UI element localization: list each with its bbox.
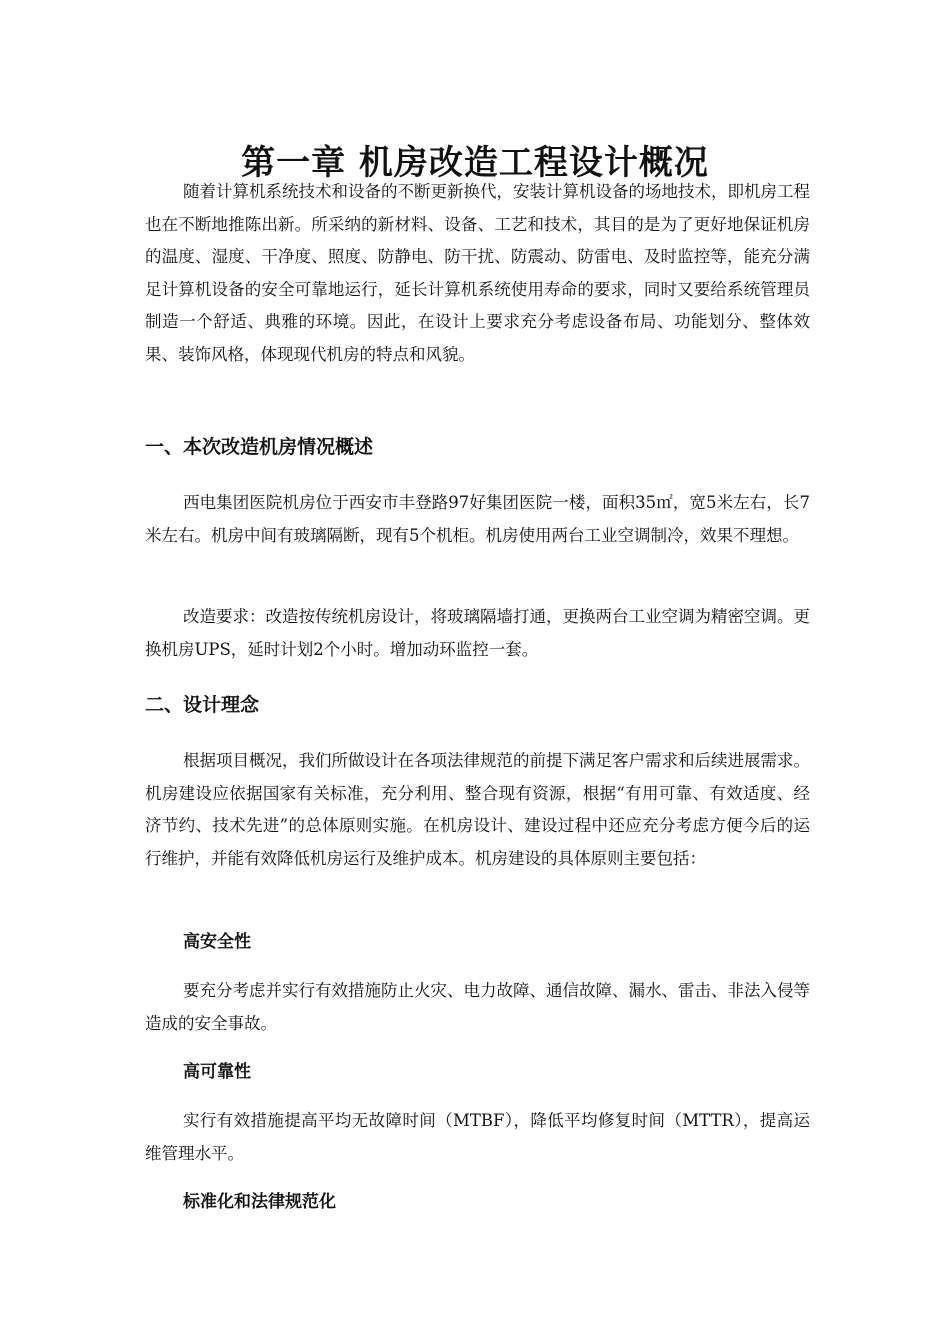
principle-heading-reliability: 高可靠性 [183, 1062, 251, 1082]
renovation-requirements-paragraph: 改造要求：改造按传统机房设计，将玻璃隔墙打通，更换两台工业空调为精密空调。更换机房UPS，延时计划2个小时。增加动环监控一套。 [145, 607, 810, 659]
principle-heading-security: 高安全性 [183, 932, 251, 952]
section-heading-design-concept: 二、设计理念 [145, 694, 260, 716]
principle-heading-standardization: 标准化和法律规范化 [183, 1192, 336, 1212]
overview-paragraph: 西电集团医院机房位于西安市丰登路97好集团医院一楼，面积35㎡，宽5米左右，长7米左右。机房中间有玻璃隔断，现有5个机柜。机房使用两台工业空调制冷，效果不理想。 [145, 493, 810, 545]
principle-text-security: 要充分考虑并实行有效措施防止火灾、电力故障、通信故障、漏水、雷击、非法入侵等造成的安全事故。 [145, 981, 810, 1033]
section-heading-overview: 一、本次改造机房情况概述 [145, 436, 374, 458]
design-concept-paragraph: 根据项目概况，我们所做设计在各项法律规范的前提下满足客户需求和后续进展需求。机房建设应依据国家有关标准，充分利用、整合现有资源，根据“有用可靠、有效适度、经济节约、技术先进”的总体原则实施。在机房设计、建设过程中还应充分考虑方便今后的运行维护，并能有效降低机房运行及维护成本。机房建设的具体原则主要包括： [145, 751, 810, 868]
intro-paragraph: 随着计算机系统技术和设备的不断更新换代，安装计算机设备的场地技术，即机房工程也在不断地推陈出新。所采纳的新材料、设备、工艺和技术，其目的是为了更好地保证机房的温度、湿度、干净度、照度、防静电、防干扰、防震动、防雷电、及时监控等，能充分满足计算机设备的安全可靠地运行，延长计算机系统使用寿命的要求，同时又要给系统管理员制造一个舒适、典雅的环境。因此，在设计上要求充分考虑设备布局、功能划分、整体效果、装饰风格，体现现代机房的特点和风貌。 [145, 182, 810, 364]
chapter-title: 第一章 机房改造工程设计概况 [241, 142, 709, 183]
principle-text-reliability: 实行有效措施提高平均无故障时间（MTBF），降低平均修复时间（MTTR），提高运维管理水平。 [145, 1111, 810, 1163]
